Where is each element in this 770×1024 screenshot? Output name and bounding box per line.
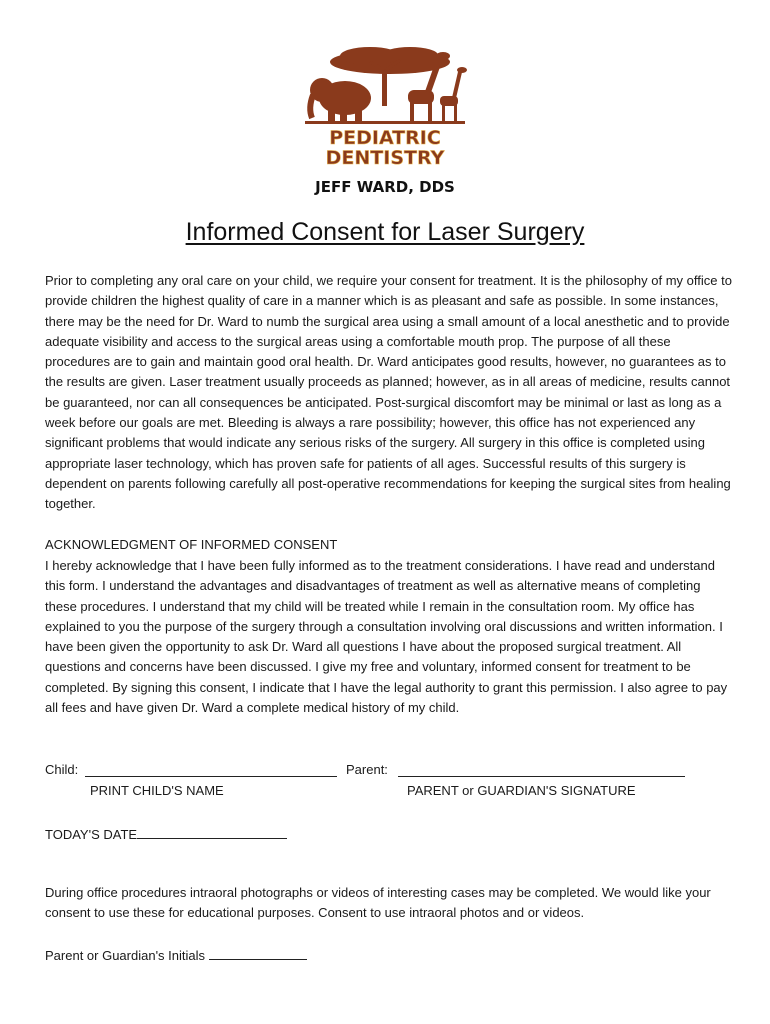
acknowledgment-paragraph: I hereby acknowledge that I have been fully informed as to the treatment considerations. I have read and understand this form. I understand the advantages and disadvantages of treatment as well as alternative means of completing these procedures. I understand that my child will be treated while I remain in the consultation room. My office has explained to you the purpose of the surgery through a consultation involving oral discussions and written information. I have been given the opportunity to ask Dr. Ward all questions I have about the proposed surgical treatment. All questions and concerns have been discussed. I give my free and voluntary, informed consent for treatment to be completed. By signing this consent, I indicate that I have the legal authority to grant this permission. I also agree to pay all fees and have given Dr. Ward a complete medical history of my child. <box>45 558 728 716</box>
date-label: TODAY'S DATE <box>45 827 138 842</box>
initials-row <box>45 945 307 963</box>
intro-paragraph: Prior to completing any oral care on your child, we require your consent for treatment. It is the philosophy of my office to provide children the highest quality of care in a manner which is as pleasant and safe as possible. In some instances, there may be the need for Dr. Ward to numb the surgical area using a small amount of a local anesthetic and to provide adequate visibility and access to the surgical areas using a comfortable mouth prop. The purpose of all these procedures are to gain and maintain good oral health. Dr. Ward anticipates good results, however, no guarantees as to the results are given. Laser treatment usually proceeds as planned; however, as in all areas of medicine, results cannot be guaranteed, nor can all consequences be anticipated. Post-surgical discomfort may be minimal or last as long as a week before our goals are met. Bleeding is always a rare possibility; however, this office has not experienced any significant problems that would indicate any serious risks of the surgery. All surgery in this office is completed using appropriate laser technology, which has proven safe for patients of all ages. Successful results of this surgery is dependent on parents following carefully all post-operative recommendations for keeping the surgical sites from healing together. <box>45 273 732 512</box>
child-name-field[interactable] <box>85 762 337 777</box>
document-title: Informed Consent for Laser Surgery <box>185 218 585 246</box>
parent-label: Parent: <box>346 762 388 777</box>
logo-line-3: JEFF WARD, DDS <box>315 178 455 196</box>
logo-line-2: DENTISTRY <box>325 147 445 169</box>
practice-logo <box>300 40 470 200</box>
photo-consent-paragraph: During office procedures intraoral photographs or videos of interesting cases may be completed. We would like your consent to use these for educational purposes. Consent to use intraoral photos and or videos. <box>45 885 711 921</box>
elephant-giraffe-tree-logo-icon <box>300 40 470 200</box>
logo-line-1: PEDIATRIC <box>329 127 441 149</box>
date-row <box>45 824 287 842</box>
initials-field[interactable] <box>209 945 307 960</box>
initials-label: Parent or Guardian's Initials <box>45 948 206 963</box>
date-field[interactable] <box>137 824 287 839</box>
parent-signature-field[interactable] <box>398 762 685 777</box>
parent-signature-sublabel: PARENT or GUARDIAN'S SIGNATURE <box>407 783 636 798</box>
acknowledgment-heading: ACKNOWLEDGMENT OF INFORMED CONSENT <box>45 537 338 552</box>
signature-row <box>45 762 735 802</box>
child-label: Child: <box>45 762 79 777</box>
child-name-sublabel: PRINT CHILD'S NAME <box>90 783 224 798</box>
